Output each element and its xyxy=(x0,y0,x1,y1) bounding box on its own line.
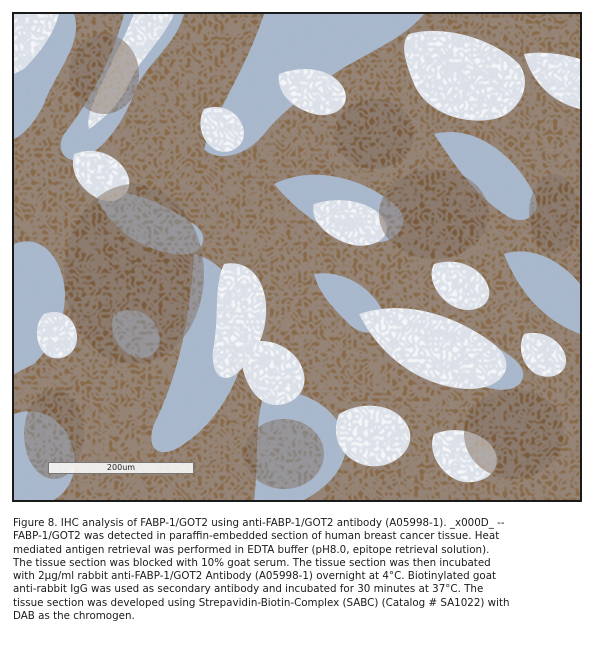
scale-bar-label: 200um xyxy=(106,463,136,472)
ihc-micrograph xyxy=(14,14,580,500)
scale-bar xyxy=(48,462,194,474)
ihc-image-frame xyxy=(12,12,582,502)
figure-caption: Figure 8. IHC analysis of FABP-1/GOT2 using anti-FABP-1/GOT2 antibody (A05998-1). _x000D_ -- FABP-1/GOT2 was detected in paraffin-embedded section of human breast cancer tissue. Heat mediated antigen retrieval was performed in EDTA buffer (pH8.0, epitope retrieval solution). The tissue section was blocked with 10% goat serum. The tissue section was then incubated with 2μg/ml rabbit anti-FABP-1/GOT2 Antibody (A05998-1) overnight at 4°C. Biotinylated goat anti-rabbit IgG was used as secondary antibody and incubated for 30 minutes at 37°C. The tissue section was developed using Strepavidin-Biotin-Complex (SABC) (Catalog # SA1022) with DAB as the chromogen. xyxy=(13,517,510,623)
